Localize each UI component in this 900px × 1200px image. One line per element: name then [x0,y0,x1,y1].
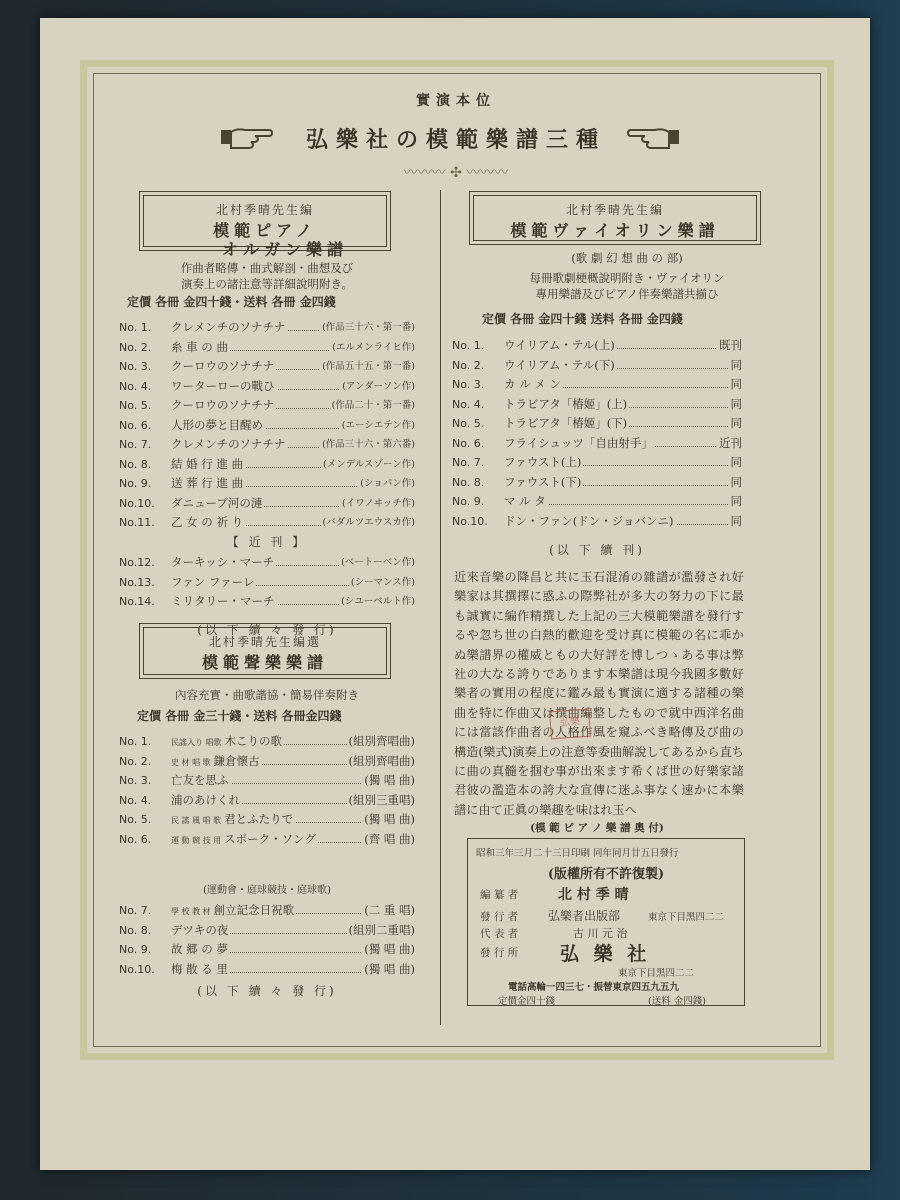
list-item [452,395,742,415]
item-composer: (ショパン作) [358,474,415,494]
item-number: No. 6. [119,832,152,846]
item-number: No. 7. [119,904,152,917]
item-number: No. 9. [119,477,152,490]
item-title [171,435,287,455]
item-number: No. 5. [119,399,152,412]
column-divider [440,190,441,1025]
list-item [119,752,415,772]
item-title-text: トラビアタ「椿姬」(下) [504,416,628,430]
item-type: (二 重 唱) [362,901,415,921]
item-title-text: スポーク・ソング [224,831,316,846]
item-status: 既刊 [717,336,742,356]
item-number: No. 1. [119,321,152,334]
item-number: No. 4. [119,793,152,807]
pointing-hand-left-icon [627,122,681,152]
item-title-text: 木こりの歌 [224,734,283,748]
item-title [171,732,284,753]
colophon-caption: (模 範 ピ ア ノ 樂 譜 奧 付) [530,822,664,834]
vocal-title: 模範聲樂樂譜 [201,653,328,672]
item-title [171,513,245,533]
item-title [504,453,583,473]
vocal-continue: (以 下 續 々 發 行) [197,984,337,998]
list-item [119,830,415,850]
vocal-group-label: (運動會・庭球競技・庭球歌) [203,885,331,896]
list-item [119,377,415,397]
list-item [119,960,415,980]
item-status: 近刊 [717,434,742,454]
item-title [171,553,276,573]
vocal-price: 定價 各冊 金三十錢・送料 各冊金四錢 [137,709,342,723]
item-type: (獨 唱 曲) [362,810,415,830]
item-number: No.13. [119,575,155,589]
item-title [171,396,276,416]
item-title-text: 結 婚 行 進 曲 [171,456,244,471]
piano-note-2: 演奏上の諸注意等詳細說明附き。 [180,277,354,291]
piano-list [119,318,415,533]
item-number: No. 2. [119,340,152,354]
item-title-text: ファン ファーレ [171,574,255,589]
item-type: (組別三重唱) [347,791,415,811]
list-item [452,336,742,356]
vocal-title-box [139,623,391,679]
item-number: No.12. [119,556,155,569]
item-title-text: ワーターローの戰ひ [171,378,275,393]
colophon-rep-label: 代 表 者 [480,928,519,940]
item-title [171,318,287,338]
item-title-text: トラビアタ「椿姬」(上) [504,396,628,411]
violin-section: (歌 劇 幻 想 曲 の 部) [571,251,683,265]
list-item [119,573,415,593]
item-title [504,434,655,454]
list-item [119,357,415,377]
item-type: (組別齊唱曲) [347,752,415,772]
violin-title-box [469,191,761,245]
item-title [171,494,264,514]
item-title [171,771,231,791]
item-title [171,377,277,397]
item-composer: (バダルツエウスカ作) [321,513,415,533]
item-title-text: クレメンチのソナチナ [171,320,286,334]
item-title [171,810,295,831]
item-type: (齊 唱 曲) [362,830,415,850]
item-number: No.14. [119,595,155,608]
list-item [452,453,742,473]
item-title-text: ミリタリー・マーチ [171,594,275,608]
item-title-text: 鎌倉懷古 [213,753,260,768]
list-item [452,356,742,376]
colophon-rights: (版權所有不許復製) [547,867,665,882]
piano-soon-label: 【 近 刊 】 [226,535,308,549]
promo-paragraph: 近來音樂の降昌と共に玉石混淆の雜譜が濫發され好樂家は其撰擇に惑ふの際弊社が多大の努力の下に最も誠實に編作精撰した上記の三大模範樂譜を發行するや忽ち世の白熱的歡迎を受け真に模範の名に乖かぬ樂譜界の權威ともの大好評を博しつゝある事は弊社の大なる誇りであります本樂譜は現今我國多數好樂者の實用の程度に鑑み最も實演に適する諸種の樂曲を特に作曲又は撰曲編整したもので就中西洋名曲には當該作曲者の人格作風を窺ふべき略傳及び曲の構造(樂式)演奏上の注意等委曲解說してあるから直ちに曲の真髓を掴む事が出來ます希くば世の好樂家諸君彼の濫造本の誇大な宣傳に迷ふ事なく速かに本樂譜に由て正眞の樂趣を味はれ玉へ [454,570,744,817]
list-item [119,338,415,358]
item-title [504,395,629,415]
item-type: (獨 唱 曲) [362,960,415,980]
item-number: No. 8. [119,923,152,937]
colophon-rep: 古 川 元 治 [573,927,628,940]
item-composer: (ベートーベン作) [339,553,415,573]
list-item [452,512,742,532]
item-number: No.11. [119,516,155,529]
list-item [119,791,415,811]
list-item [119,318,415,338]
item-title-text: クーロウのソナチナ [171,359,275,373]
list-item [119,771,415,791]
item-number: No. 3. [119,774,152,787]
item-number: No. 2. [452,358,485,372]
item-title-text: マ ル タ [504,494,546,508]
item-composer: (作品三十六・第一番) [320,318,415,338]
item-composer: (作品三十六・第六番) [320,435,415,455]
item-title-text: 乙 女 の 祈 り [171,515,244,529]
item-composer: (エーシエテン作) [340,416,415,436]
item-title [171,416,265,436]
item-title [504,356,617,376]
item-title-text: カ ル メ ン [504,377,561,391]
colophon-publisher-label: 發 行 者 [480,911,519,923]
item-number: No. 7. [452,456,485,469]
item-number: No. 3. [119,360,152,373]
list-item [119,416,415,436]
item-title [504,512,676,532]
vocal-note: 內容充實・曲歌諧協・簡易伴奏附き [175,688,359,702]
list-item [119,732,415,752]
item-status: 同 [729,492,743,512]
item-type: (獨 唱 曲) [362,940,415,960]
piano-soon-list [119,553,415,612]
item-number: No.10. [119,962,155,976]
item-title-text: クーロウのソナチナ [171,398,275,412]
item-title-text: フライシュッツ「自由射手」 [504,435,653,450]
colophon-postage: (送料 金四錢) [648,996,706,1007]
item-title-text: ダニューブ河の漣 [171,495,263,510]
item-status: 同 [729,473,743,493]
item-composer: (メンデルスゾーン作) [321,455,415,475]
item-title [171,960,230,980]
item-title [504,492,548,512]
item-title [171,357,276,377]
list-item [452,492,742,512]
item-number: No. 5. [452,417,485,430]
item-title [171,940,230,960]
piano-continue: (以 下 續 々 發 行) [197,623,337,637]
item-number: No. 2. [119,754,152,768]
list-item [452,473,742,493]
item-composer: (シーマンス作) [349,573,415,593]
colophon-office-address: 東京下目黑四二二 [618,968,695,979]
item-title [171,921,230,941]
piano-editor: 北村季晴先生編 [215,203,314,217]
vocal-list [119,732,415,849]
pointing-hand-right-icon [219,122,273,152]
list-item [119,494,415,514]
piano-price: 定價 各冊 金四十錢・送料 各冊 金四錢 [127,295,336,309]
list-item [119,940,415,960]
colophon-publisher: 弘樂者出版部 [548,909,621,923]
item-tag: 民謠入り 唱歌 [171,738,222,747]
violin-note-2: 專用樂譜及びピアノ伴奏樂譜共揃ひ [535,287,719,301]
item-number: No. 7. [119,438,152,451]
list-item [119,901,415,921]
item-number: No. 6. [119,418,152,432]
item-tag: 史 材 唱 歌 [171,757,211,767]
list-item [119,396,415,416]
item-type: (獨 唱 曲) [362,771,415,791]
violin-title: 模範ヴァイオリン樂譜 [510,221,720,240]
item-title [504,414,629,434]
vocal-editor: 北村季晴先生編選 [208,635,321,649]
item-title-text: デツキの夜 [171,922,229,937]
item-title-text: クレメンチのソナチナ [171,437,286,451]
colophon-office: 弘 樂 社 [560,943,651,965]
item-title-text: 送 葬 行 進 曲 [171,476,244,490]
item-number: No. 4. [452,397,485,411]
item-title [171,592,277,612]
item-status: 同 [729,375,743,395]
item-title [171,573,256,593]
violin-list [452,336,742,531]
colophon-dates: 昭和三年三月二十三日印刷 同年同月廿五日發行 [476,848,679,859]
item-tag: 運 動 競 技 用 [171,835,222,845]
item-title-text: 亡友を思ふ [171,773,229,787]
list-item [452,375,742,395]
item-title-text: 人形の夢と目醒め [171,417,263,432]
item-title-text: ファウスト(上) [504,455,582,469]
item-title-text: ドン・ファン(ドン・ジョバンニ) [504,513,674,528]
red-seal-stamp: 弘樂 [549,709,591,740]
violin-continue: (以 下 續 刊) [549,543,645,557]
item-status: 同 [729,356,743,376]
list-item [452,434,742,454]
item-composer: (イワノヰッチ作) [340,494,415,514]
piano-title-1: 模範ピアノ [213,221,317,240]
list-item [119,455,415,475]
item-status: 同 [729,395,743,415]
item-number: No. 9. [452,495,485,508]
item-number: No. 8. [119,457,152,471]
page-title: 弘樂社の模範樂譜三種 [305,127,606,153]
item-title [171,455,245,475]
item-composer: (アンダーソン作) [340,377,415,397]
item-tag: 學 校 教 材 [171,907,211,916]
piano-title-box [139,191,391,259]
item-title-text: 浦のあけくれ [171,792,240,807]
item-tag: 民 謠 風 唱 歌 [171,816,222,825]
item-status: 同 [729,512,743,532]
page-content [97,78,815,1038]
item-title [171,791,242,811]
ornament-divider: 〰〰〰 ✣ 〰〰〰 [403,165,509,181]
item-title [504,336,617,356]
violin-price: 定價 各冊 金四十錢 送料 各冊 金四錢 [482,312,683,326]
list-item [119,592,415,612]
list-item [119,921,415,941]
piano-title-2: オルガン樂譜 [221,240,348,259]
colophon-editor: 北 村 季 晴 [558,887,629,903]
piano-note-1: 作曲者略傳・曲式解剖・曲想及び [180,261,354,275]
header-subtitle: 實演本位 [416,93,496,109]
item-title-text: 糸 車 の 曲 [171,339,228,354]
item-number: No.10. [452,514,488,528]
item-title-text: 故 郷 の 夢 [171,942,228,956]
item-type: (組別齊唱曲) [347,732,415,752]
item-number: No. 6. [452,436,485,450]
item-status: 同 [729,414,743,434]
colophon-phone: 電話高輪一四三七・振替東京四五九五九 [508,982,680,993]
item-number: No. 3. [452,378,485,391]
colophon-publisher-address: 東京下目黑四二二 [648,912,725,923]
list-item [119,513,415,533]
item-title-text: ターキッシ・マーチ [171,555,275,569]
item-number: No.10. [119,496,155,510]
item-title [504,473,583,493]
list-item [119,435,415,455]
item-title-text: 君とふたりで [224,812,294,826]
item-number: No. 1. [119,735,152,748]
colophon-price: 定價金四十錢 [498,996,556,1007]
list-item [119,474,415,494]
item-title [171,338,230,358]
item-composer: (シユーベルト作) [339,592,415,612]
list-item [119,810,415,830]
item-title-text: 創立記念日祝歌 [213,903,295,917]
list-item [119,553,415,573]
item-number: No. 9. [119,943,152,956]
list-item [452,414,742,434]
vocal-list-2 [119,901,415,979]
item-type: (組別二重唱) [347,921,415,941]
violin-note-1: 每冊歌劇梗概說明附き・ヴァイオリン [529,271,725,285]
item-status: 同 [729,453,743,473]
item-number: No. 5. [119,813,152,826]
colophon-box [467,838,745,1006]
item-composer: (エルメンライヒ作) [330,338,415,358]
colophon-office-label: 發 行 所 [480,947,519,959]
item-number: No. 8. [452,475,485,489]
item-title [171,830,318,851]
item-title [171,901,296,922]
item-title [171,752,262,773]
item-title-text: ファウスト(下) [504,474,582,489]
item-title-text: ウイリアム・テル(下) [504,357,615,372]
item-composer: (作品二十・第一番) [330,396,415,416]
item-composer: (作品五十五・第一番) [320,357,415,377]
item-title-text: ウイリアム・テル(上) [504,338,615,352]
colophon-editor-label: 編 纂 者 [480,889,519,901]
item-title [171,474,245,494]
item-title [504,375,563,395]
item-number: No. 1. [452,339,485,352]
violin-editor: 北村季晴先生編 [565,203,664,217]
item-number: No. 4. [119,379,152,393]
item-title-text: 梅 散 る 里 [171,961,228,976]
